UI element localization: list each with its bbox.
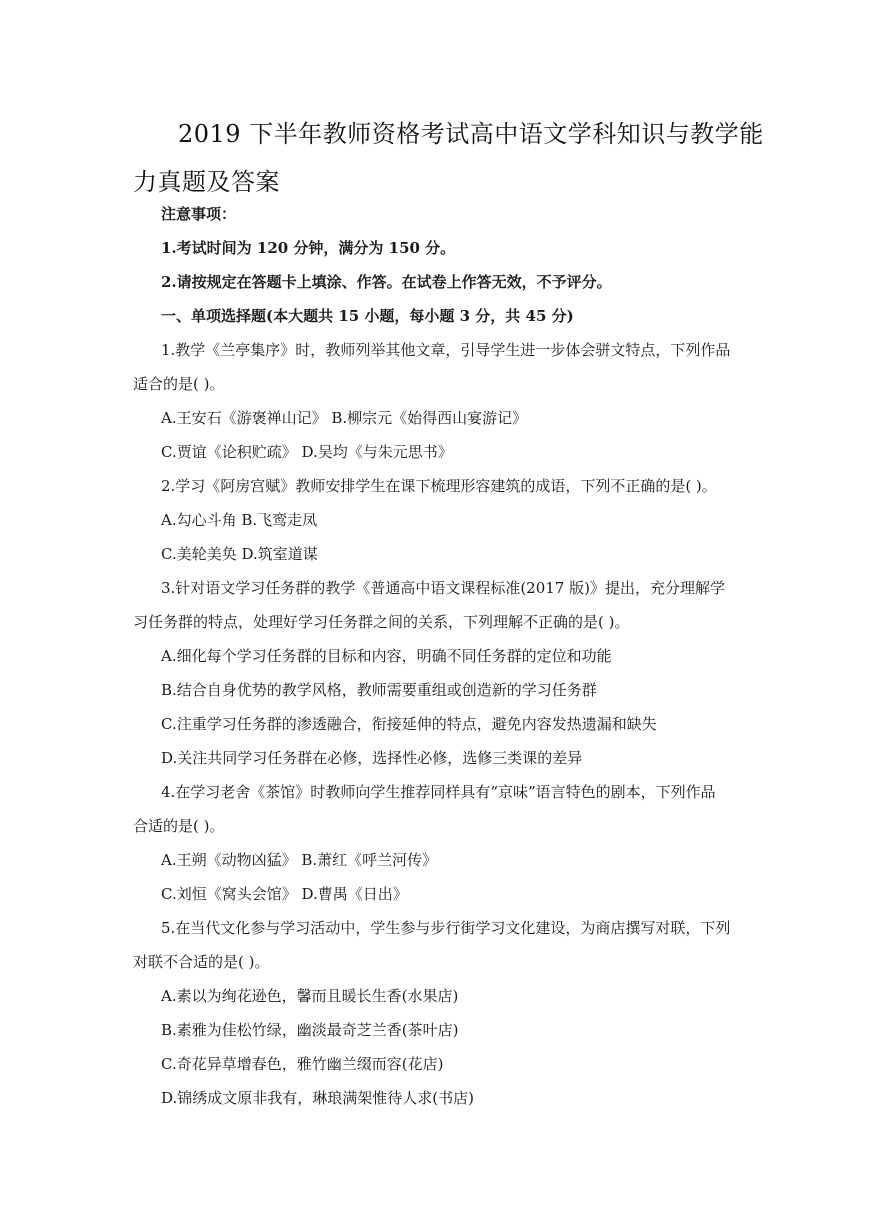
question-3-option-line: C.注重学习任务群的渗透融合，衔接延伸的特点，避免内容发热遗漏和缺失 — [161, 715, 657, 733]
question-3-option-line: A.细化每个学习任务群的目标和内容，明确不同任务群的定位和功能 — [161, 647, 612, 665]
question-5-stem-line-2: 对联不合适的是( )。 — [133, 953, 270, 971]
question-2-option-line: C.美轮美奂 D.筑室道谋 — [161, 545, 318, 563]
question-4-stem-line-2: 合适的是( )。 — [133, 817, 225, 835]
question-1-option-line: C.贾谊《论积贮疏》 D.吴均《与朱元思书》 — [161, 443, 453, 461]
notes-item-2: 2.请按规定在答题卡上填涂、作答。在试卷上作答无效，不予评分。 — [161, 273, 612, 291]
question-3-stem-line-1: 3.针对语文学习任务群的教学《普通高中语文课程标准(2017 版)》提出，充分理解学 — [161, 579, 725, 597]
question-1-stem-line-2: 适合的是( )。 — [133, 375, 225, 393]
question-2-option-line: A.勾心斗角 B.飞鸾走凤 — [161, 511, 318, 529]
question-5-option-line: C.奇花异草增春色，雅竹幽兰缀而容(花店) — [161, 1055, 444, 1073]
question-4-option-line: A.王朔《动物凶猛》 B.萧红《呼兰河传》 — [161, 851, 438, 869]
notes-item-1: 1.考试时间为 120 分钟，满分为 150 分。 — [161, 239, 456, 257]
document-title — [133, 110, 764, 206]
question-1-option-line: A.王安石《游褒禅山记》 B.柳宗元《始得西山宴游记》 — [161, 409, 528, 427]
question-5-stem-line-1: 5.在当代文化参与学习活动中，学生参与步行街学习文化建设，为商店撰写对联，下列 — [161, 919, 731, 937]
notes-heading: 注意事项： — [161, 205, 237, 223]
question-3-option-line: B.结合自身优势的教学风格，教师需要重组或创造新的学习任务群 — [161, 681, 597, 699]
question-3-option-line: D.关注共同学习任务群在必修，选择性必修，选修三类课的差异 — [161, 749, 583, 767]
title-line-1: 2019 下半年教师资格考试高中语文学科知识与教学能 — [178, 120, 764, 148]
question-3-stem-line-2: 习任务群的特点，处理好学习任务群之间的关系，下列理解不正确的是( )。 — [133, 613, 630, 631]
question-5-option-line: B.素雅为佳松竹绿，幽淡最奇芝兰香(茶叶店) — [161, 1021, 459, 1039]
question-5-option-line: A.素以为绚花逊色，馨而且暖长生香(水果店) — [161, 987, 459, 1005]
question-1-stem-line-1: 1.教学《兰亭集序》时，教师列举其他文章，引导学生进一步体会骈文特点，下列作品 — [161, 341, 731, 359]
question-2-stem-line-1: 2.学习《阿房宫赋》教师安排学生在课下梳理形容建筑的成语，下列不正确的是( )。 — [161, 477, 717, 495]
question-5-option-line: D.锦绣成文原非我有，琳琅满架惟待人求(书店) — [161, 1089, 474, 1107]
section-heading: 一、单项选择题(本大题共 15 小题，每小题 3 分，共 45 分) — [161, 307, 574, 325]
question-4-option-line: C.刘恒《窝头会馆》 D.曹禺《日出》 — [161, 885, 408, 903]
question-4-stem-line-1: 4.在学习老舍《茶馆》时教师向学生推荐同样具有“京味”语言特色的剧本，下列作品 — [161, 783, 716, 801]
title-line-2: 力真题及答案 — [133, 168, 280, 196]
